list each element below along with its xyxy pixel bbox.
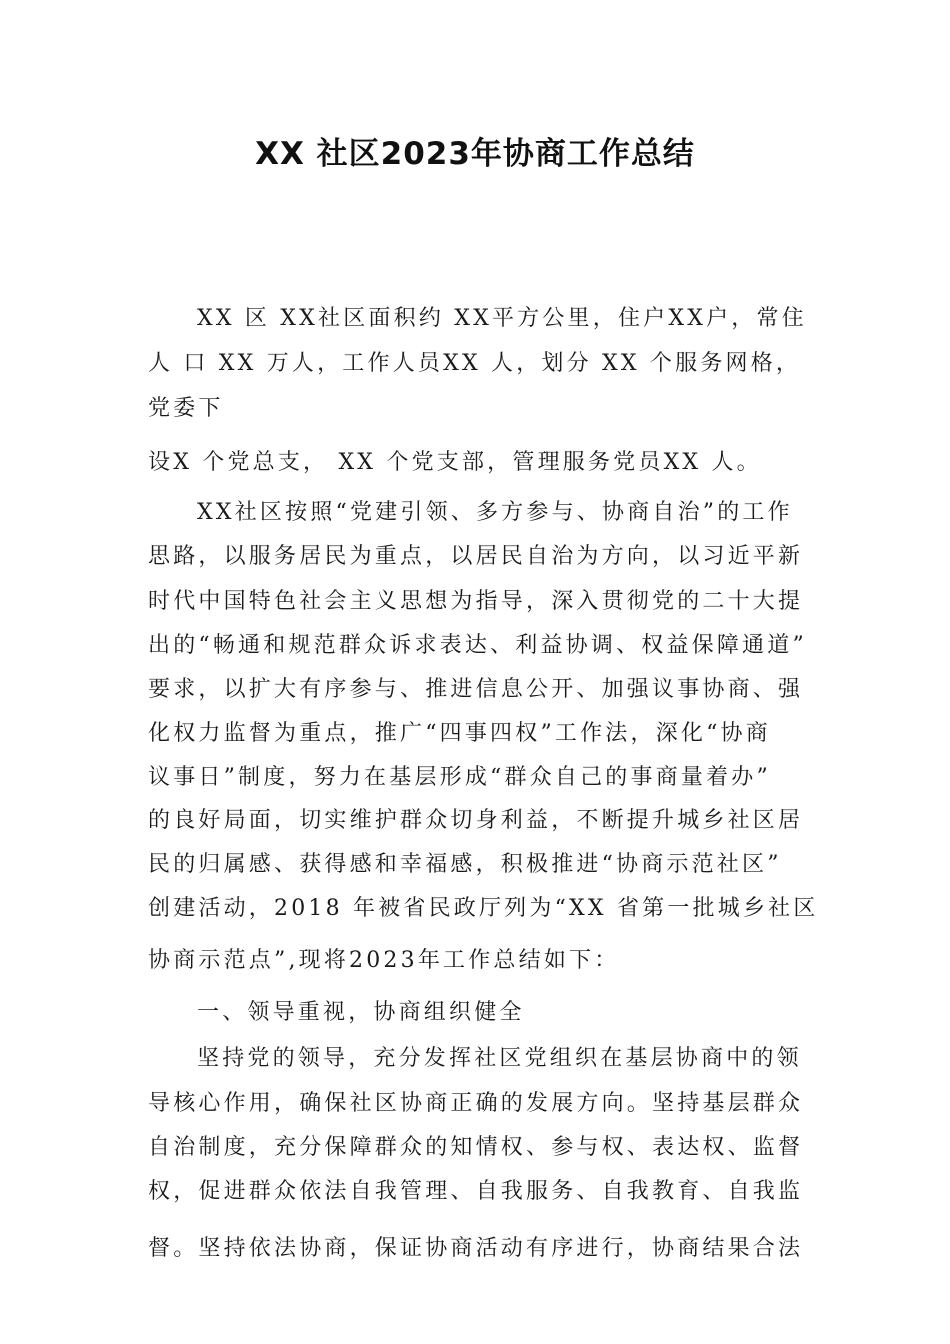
paragraph-line: 民的归属感、获得感和幸福感，积极推进“协商示范社区” [148,852,782,877]
paragraph-line: 化权力监督为重点，推广“四事四权”工作法，深化“协商 [148,721,771,746]
paragraph-line: 的良好局面，切实维护群众切身利益，不断提升城乡社区居 [148,808,804,833]
paragraph-line: 要求，以扩大有序参与、推进信息公开、加强议事协商、强 [148,677,804,702]
paragraph-line: 督。坚持依法协商，保证协商活动有序进行，协商结果合法 [148,1236,804,1261]
paragraph-line: 出的“畅通和规范群众诉求表达、利益协调、权益保障通道” [148,633,807,658]
paragraph-line: 议事日”制度，努力在基层形成“群众自己的事商量着办” [148,765,771,790]
paragraph-line: 思路，以服务居民为重点，以居民自治为方向，以习近平新 [148,544,804,569]
paragraph-line: 协商示范点”,现将2023年工作总结如下： [148,948,620,973]
paragraph-line: 党委下 [148,396,224,421]
paragraph-line: XX社区按照“党建引领、多方参与、协商自治”的工作 [197,500,793,525]
section-heading: 一、领导重视，协商组织健全 [197,1000,525,1025]
paragraph-line: 人 口 XX 万人，工作人员XX 人，划分 XX 个服务网格， [148,351,802,376]
paragraph-line: 创建活动，2018 年被省民政厅列为“XX 省第一批城乡社区 [148,896,819,921]
paragraph-line: XX 区 XX社区面积约 XX平方公里，住户XX户，常住 [197,306,807,331]
paragraph-line: 权，促进群众依法自我管理、自我服务、自我教育、自我监 [148,1179,804,1204]
paragraph-line: 时代中国特色社会主义思想为指导，深入贯彻党的二十大提 [148,589,804,614]
document-title: XX 社区2023年协商工作总结 [255,136,695,172]
paragraph-line: 设X 个党总支， XX 个党支部，管理服务党员XX 人。 [148,450,762,475]
paragraph-line: 自治制度，充分保障群众的知情权、参与权、表达权、监督 [148,1135,804,1160]
paragraph-line: 导核心作用，确保社区协商正确的发展方向。坚持基层群众 [148,1091,804,1116]
paragraph-line: 坚持党的领导，充分发挥社区党组织在基层协商中的领 [197,1046,802,1071]
